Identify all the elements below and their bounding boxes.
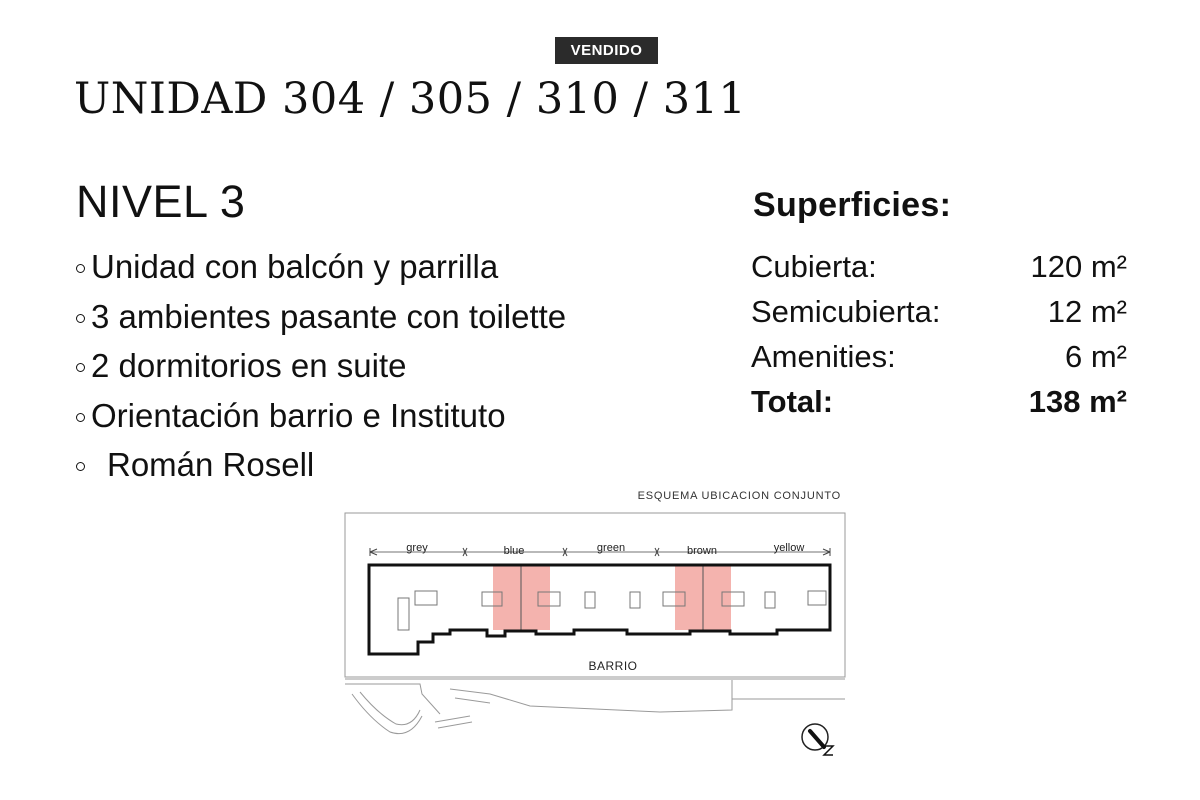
surface-row (751, 289, 1127, 334)
feature-item (72, 341, 566, 391)
site-plan-drawing (330, 484, 860, 774)
curved-access (352, 692, 422, 734)
bullet-icon (76, 363, 85, 372)
north-arrow-icon (802, 724, 833, 755)
feature-item (72, 242, 566, 292)
surface-total-value: 138 m² (1028, 384, 1127, 419)
surfaces-table (751, 244, 1127, 424)
unit-title: UNIDAD 304 / 305 / 310 / 311 (74, 74, 747, 124)
bullet-icon (76, 413, 85, 422)
parking-lines (435, 698, 490, 728)
area-label: BARRIO (588, 659, 638, 673)
feature-item (72, 292, 566, 342)
feature-item (72, 440, 566, 490)
surface-row (751, 334, 1127, 379)
feature-text: Román Rosell (107, 446, 315, 483)
street-lines (345, 679, 845, 714)
surface-label: Cubierta: (751, 249, 877, 284)
interior-element (398, 598, 409, 630)
bullet-icon (76, 314, 85, 323)
section-label-grey: grey (406, 542, 428, 554)
interior-element (630, 592, 640, 608)
features-list (72, 242, 566, 490)
feature-item (72, 391, 566, 441)
feature-text: 2 dormitorios en suite (91, 347, 407, 384)
interior-element (585, 592, 595, 608)
section-label-yellow: yellow (773, 542, 805, 554)
interior-element (808, 591, 826, 605)
surface-value: 120 m² (1030, 249, 1127, 284)
surface-value: 6 m² (1065, 339, 1127, 374)
bullet-icon (76, 264, 85, 273)
section-label-green: green (596, 542, 626, 554)
interior-element (765, 592, 775, 608)
surface-row (751, 244, 1127, 289)
section-label-brown: brown (687, 545, 717, 557)
surface-total-row (751, 379, 1127, 424)
interior-element (415, 591, 437, 605)
feature-text: Unidad con balcón y parrilla (91, 248, 499, 285)
surfaces-title: Superficies: (753, 186, 952, 224)
bullet-icon (76, 462, 85, 471)
surface-value: 12 m² (1047, 294, 1127, 329)
status-badge: VENDIDO (555, 37, 658, 64)
feature-text: Orientación barrio e Instituto (91, 396, 506, 434)
feature-text: 3 ambientes pasante con toilette (91, 297, 567, 335)
plan-caption: ESQUEMA UBICACION CONJUNTO (637, 490, 841, 502)
section-label-blue: blue (503, 545, 525, 557)
surface-total-label: Total: (751, 384, 834, 419)
site-plan (330, 484, 860, 774)
surface-label: Amenities: (751, 339, 896, 374)
surface-label: Semicubierta: (751, 294, 941, 329)
level-title: NIVEL 3 (76, 176, 246, 227)
building-footprint (369, 565, 830, 654)
